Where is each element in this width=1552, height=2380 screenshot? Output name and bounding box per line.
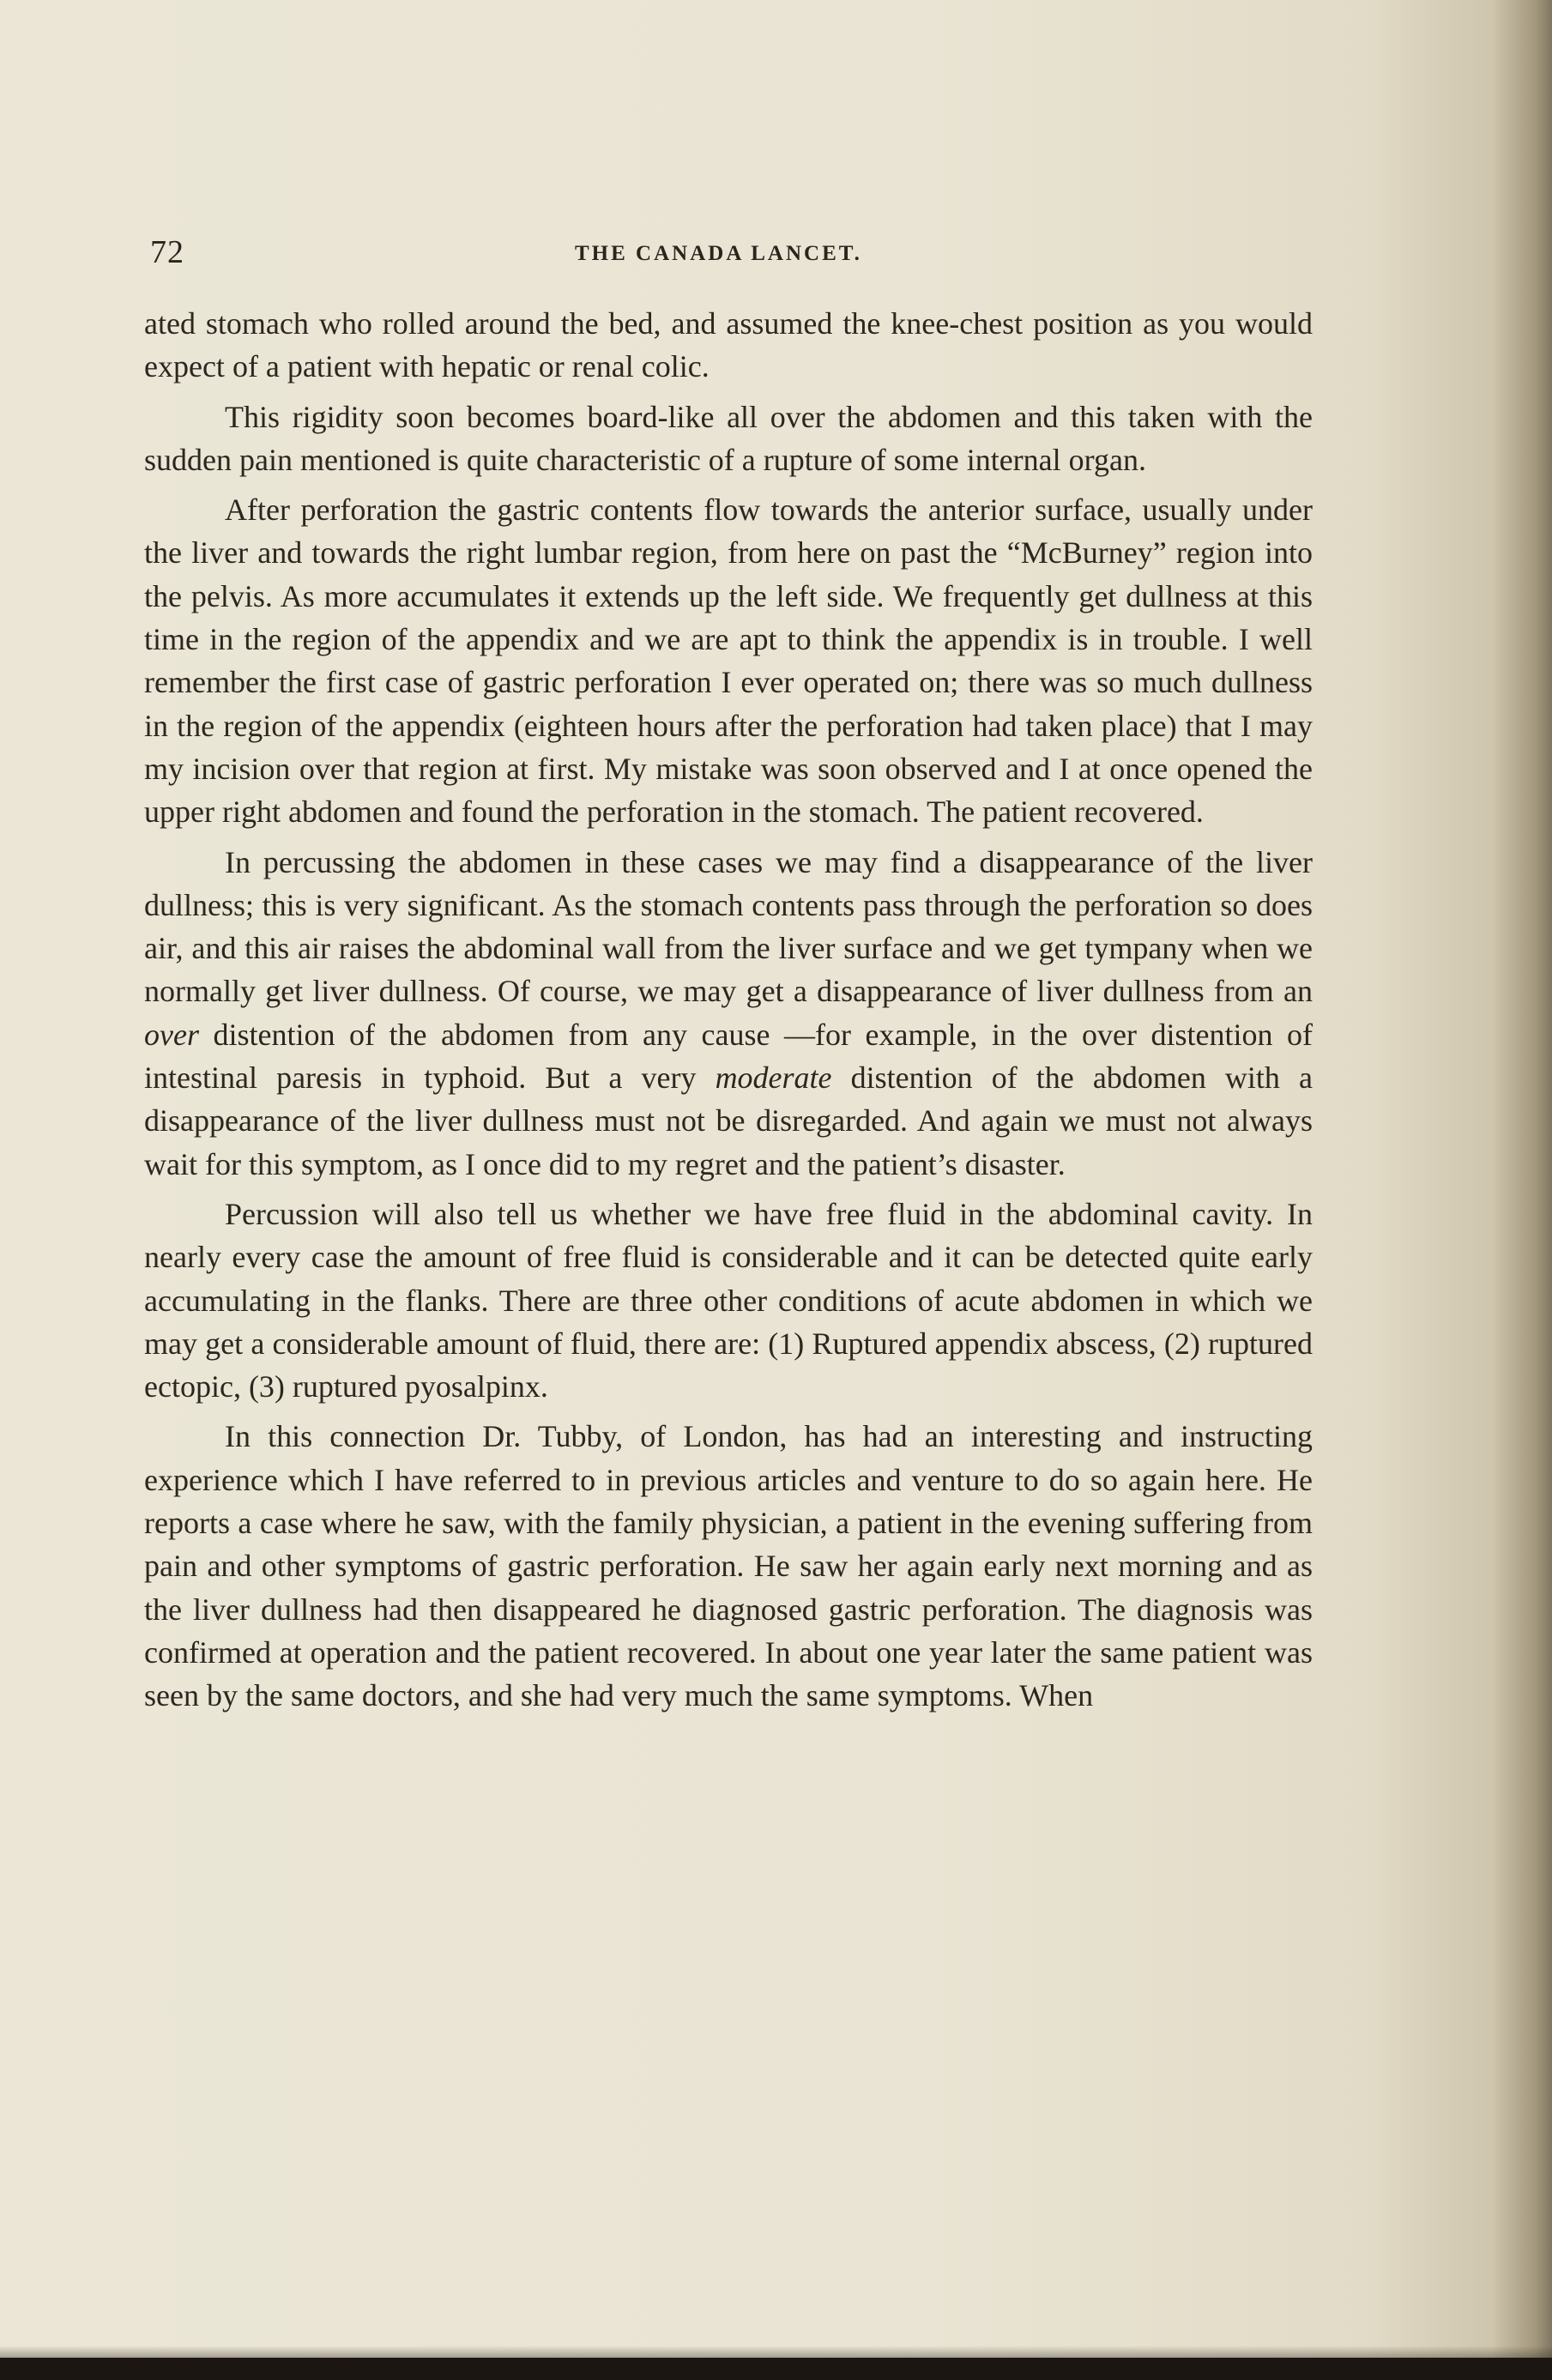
bottom-edge (0, 2358, 1552, 2380)
paragraph-4 (144, 841, 1313, 1186)
text-run: ated stomach who rolled around the bed, and assumed the knee-chest position as you would expect of a patient with hepatic or renal colic. (144, 306, 1313, 384)
text-run: After perforation the gastric contents flow towards the anterior surface, usually under the liver and towards the right lumbar region, from here on past the “McBurney” region into the pelvis. As more accumulates it extends up the left side. We frequently get dullness at this time in the region of the appendix and we are apt to think the appendix is in trouble. I well remember the first case of gastric perforation I ever operated on; there was so much dullness in the region of the appendix (eighteen hours after the perforation had taken place) that I may my incision over that region at first. My mistake was soon observed and I at once opened the upper right abdomen and found the perforation in the stomach. The patient recovered. (144, 492, 1313, 830)
italic-text: moderate (715, 1060, 832, 1096)
page-header (150, 233, 1308, 276)
text-run: Percussion will also tell us whether we have free fluid in the abdominal cavity. In nearly every case the amount of free fluid is considerable and it can be detected quite early accumulating in the flanks. There are three other conditions of acute abdomen in which we may get a considerable amount of fluid, there are: (1) Ruptured appendix abscess, (2) ruptured ectopic, (3) ruptured pyosalpinx. (144, 1196, 1313, 1404)
binding-shadow (1492, 0, 1552, 2380)
paragraph-2 (144, 396, 1313, 482)
running-head: THE CANADA LANCET. (575, 242, 862, 265)
body-text (144, 302, 1313, 1725)
italic-text: over (144, 1017, 199, 1052)
text-run: In percussing the abdomen in these cases we may find a disappearance of the liver dullness; this is very significant. As the stomach contents pass through the perforation so does air, and this air raises the abdominal wall from the liver surface and we get tympany when we normally get liver dullness. Of course, we may get a disappearance of liver dullness from an (144, 844, 1313, 1009)
bottom-edge-shade (0, 2346, 1552, 2358)
page-number: 72 (150, 234, 184, 270)
paragraph-5 (144, 1193, 1313, 1408)
text-run: In this connection Dr. Tubby, of London, has had an interesting and instructing experience which I have referred to in previous articles and venture to do so again here. He reports a case where he saw, with the family physician, a patient in the evening suffering from pain and other symptoms of gastric perforation. He saw her again early next morning and as the liver dullness had then disappeared he diagnosed gastric perforation. The diagnosis was confirmed at operation and the patient recovered. In about one year later the same patient was seen by the same doctors, and she had very much the same symptoms. When (144, 1419, 1313, 1713)
paragraph-6 (144, 1415, 1313, 1717)
paragraph-1 (144, 302, 1313, 389)
text-run: This rigidity soon becomes board-like all over the abdomen and this taken with the sudden pain mentioned is quite characteristic of a rupture of some internal organ. (144, 399, 1313, 477)
text-run: distention of the abdomen from any cause —for example, in the over distention of intestinal paresis in typhoid. But a very (144, 1017, 1313, 1096)
paragraph-3 (144, 488, 1313, 833)
text-run: distention of the abdomen with a disappearance of the liver dullness must not be disregarded. And again we must not always wait for this symptom, as I once did to my regret and the patient’s disaster. (144, 1060, 1313, 1181)
